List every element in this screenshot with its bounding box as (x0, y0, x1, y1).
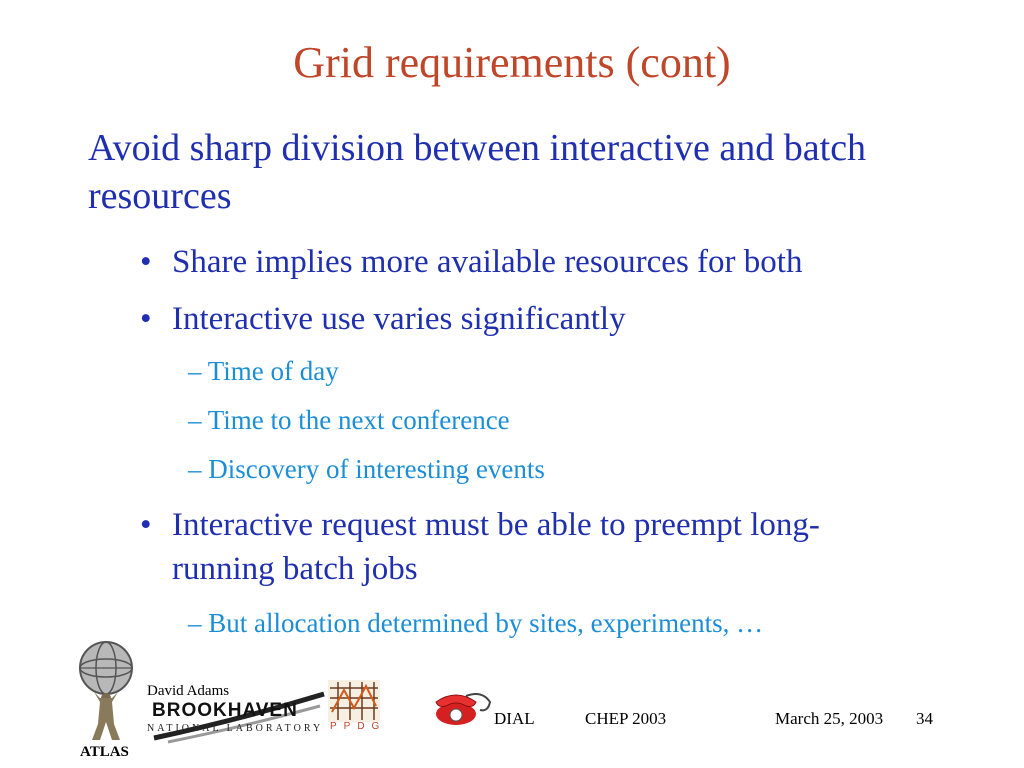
red-telephone-icon (432, 686, 494, 728)
page-number: 34 (916, 709, 933, 728)
footer-conference: CHEP 2003 (585, 709, 667, 728)
bullet-item (140, 297, 932, 341)
sub-item: – Time to the next conference (188, 405, 510, 435)
bullet-marker: • (140, 244, 152, 280)
footer-date: March 25, 2003 (775, 709, 884, 728)
atlas-logo-icon (70, 636, 142, 746)
bullet-marker: • (140, 507, 152, 543)
footer-project: DIAL (494, 709, 535, 728)
atlas-label: ATLAS (80, 744, 129, 760)
brookhaven-subtitle: NATIONAL LABORATORY (147, 723, 324, 734)
bullet-text: Interactive request must be able to preempt long-running batch jobs (172, 507, 820, 587)
slide-title: Grid requirements (cont) (293, 38, 731, 87)
author-name: David Adams (147, 683, 230, 699)
main-point: Avoid sharp division between interactive and batch resources (88, 127, 867, 217)
bullet-item (140, 503, 872, 591)
sub-item: – Time of day (188, 356, 339, 386)
sub-item: – Discovery of interesting events (188, 454, 545, 484)
bullet-item (140, 240, 932, 284)
sub-item: – But allocation determined by sites, experiments, … (188, 608, 764, 638)
bullet-text: Interactive use varies significantly (172, 301, 626, 337)
brookhaven-name: BROOKHAVEN (152, 700, 298, 721)
ppdg-label: PPDG (330, 721, 387, 732)
bullet-marker: • (140, 301, 152, 337)
bullet-text: Share implies more available resources for both (172, 244, 803, 280)
